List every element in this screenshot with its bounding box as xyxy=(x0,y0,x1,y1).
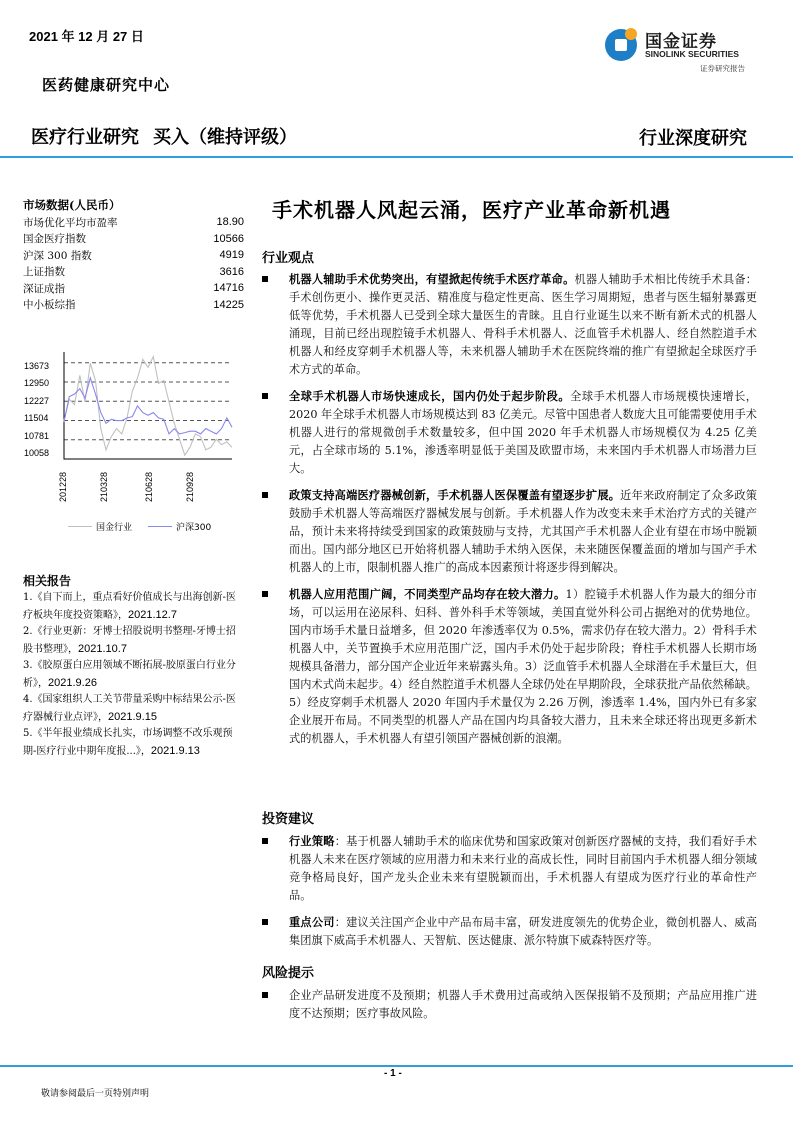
y-tick: 10058 xyxy=(24,448,50,458)
legend-line-icon xyxy=(148,526,172,528)
bullet-item: 政策支持高端医疗器械创新，手术机器人医保覆盖有望逐步扩展。近年来政府制定了众多政策鼓励手术机器人等高端医疗器械发展与创新。手术机器人作为改变未来手术治疗方式的关键产品，预计未来将持续受到国家的政策鼓励与支持，尤其国产手术机器人企业有望在市场中脱颖而出。国内部分地区已开始将机器人辅助手术纳入医保，未来随医保覆盖面的增加与国产手术机器人的上市，限制机器人推广的高成本因素预计将逐步得到解决。 xyxy=(262,486,757,577)
bullet-item: 全球手术机器人市场快速成长，国内仍处于起步阶段。全球手术机器人市场规模快速增长，2020 年全球手术机器人市场规模达到 83 亿美元。尽管中国患者人数庞大且可能需要使用手术机器人进行的常规微创手术数量较多，但中国 2020 年手术机器人市场规模仅为 4.25 亿美元，占全球市场的 5.1%，渗透率明显低于美国及欧盟市场，未来国内手术机器人市场潜力巨大。 xyxy=(262,387,757,478)
x-tick: 210928 xyxy=(185,471,195,502)
section-heading-views: 行业观点 xyxy=(262,251,315,266)
index-comparison-chart xyxy=(18,350,238,540)
page-number: - 1 - xyxy=(384,1068,402,1079)
report-type: 行业深度研究 xyxy=(639,128,747,149)
logo-dot-icon xyxy=(625,28,637,40)
y-tick: 11504 xyxy=(24,413,49,423)
x-tick: 201228 xyxy=(58,471,68,502)
market-data-title: 市场数据(人民币） xyxy=(23,198,121,212)
market-row: 国金医疗指数 10566 xyxy=(23,232,244,246)
x-tick: 210328 xyxy=(99,471,109,502)
market-row: 市场优化平均市盈率 18.90 xyxy=(23,216,244,229)
risk-bullets xyxy=(262,986,757,1031)
market-data-table xyxy=(23,214,244,313)
x-tick: 210628 xyxy=(144,471,154,502)
report-date: 2021 年 12 月 27 日 xyxy=(29,29,144,44)
logo-en: SINOLINK SECURITIES xyxy=(645,49,739,59)
market-row: 上证指数 3616 xyxy=(23,265,244,279)
chart-plot xyxy=(18,350,238,520)
footer-divider xyxy=(0,1065,793,1067)
legend-item-industry: 国金行业 xyxy=(68,520,132,533)
views-bullets xyxy=(262,270,757,756)
related-report-link[interactable]: 3.《胶原蛋白应用领域不断拓展-胶原蛋白行业分析》，2021.9.26 xyxy=(23,660,236,689)
related-reports-list xyxy=(23,590,245,760)
market-row: 沪深 300 指数 4919 xyxy=(23,249,244,262)
research-center: 医药健康研究中心 xyxy=(42,76,171,94)
disclaimer-note: 敬请参阅最后一页特别声明 xyxy=(41,1089,150,1099)
market-row: 中小板综指 14225 xyxy=(23,298,244,312)
industry-rating xyxy=(31,123,297,149)
rating-label: 买入（维持评级） xyxy=(153,127,297,148)
chart-legend xyxy=(68,520,211,533)
bullet-item: 行业策略：基于机器人辅助手术的临床优势和国家政策对创新医疗器械的支持，我们看好手术机器人未来在医疗领域的应用潜力和未来行业的高成长性，同时目前国内手术机器人细分领域竞争格局良好，国产龙头企业未来有望脱颖而出，手术机器人有望成为医疗行业的革命性产品。 xyxy=(262,832,757,905)
legend-line-icon xyxy=(68,526,92,528)
bullet-item: 机器人辅助手术优势突出，有望掀起传统手术医疗革命。机器人辅助手术相比传统手术具备：手术创伤更小、操作更灵活、精准度与稳定性更高、医生学习周期短，患者与医生辐射暴露更低等优势，手术机器人已受到全球大量医生的青睐。且自行业诞生以来不断有新术式的机器人涌现，目前已经出现腔镜手术机器人、骨科手术机器人、泛血管手术机器人、经自然腔道手术机器人和经皮穿刺手术机器人等，未来机器人辅助手术在医院终端的推广有望掀起全球医疗手术方式的革命。 xyxy=(262,270,757,379)
investment-bullets xyxy=(262,832,757,958)
header-divider xyxy=(0,156,793,158)
bullet-item: 企业产品研发进度不及预期；机器人手术费用过高或纳入医保报销不及预期；产品应用推广进度不达预期；医疗事故风险。 xyxy=(262,986,757,1023)
logo-cn: 国金证券 xyxy=(645,32,717,52)
y-tick: 10781 xyxy=(24,431,50,441)
y-tick: 13673 xyxy=(24,361,50,371)
y-tick: 12227 xyxy=(24,396,50,406)
report-title: 手术机器人风起云涌，医疗产业革命新机遇 xyxy=(272,198,671,222)
market-row: 深证成指 14716 xyxy=(23,282,244,295)
sinolink-logo xyxy=(605,25,765,75)
related-report-link[interactable]: 5.《半年报业绩成长扎实，市场调整不改乐观预期-医疗行业中期年度报...》，2021.9.13 xyxy=(23,728,233,757)
section-heading-investment: 投资建议 xyxy=(262,812,315,827)
bullet-item: 重点公司：建议关注国产企业中产品布局丰富，研发进度领先的优势企业，微创机器人、威高集团旗下威高手术机器人、天智航、医达健康、派尔特旗下威森特医疗等。 xyxy=(262,913,757,950)
related-report-link[interactable]: 1.《自下而上，重点看好价值成长与出海创新-医疗板块年度投资策略》，2021.12.7 xyxy=(23,592,236,621)
logo-subtitle: 证券研究报告 xyxy=(700,64,745,73)
y-tick: 12950 xyxy=(24,378,50,388)
related-reports-title: 相关报告 xyxy=(23,574,72,588)
related-report-link[interactable]: 4.《国家组织人工关节带量采购中标结果公示-医疗器械行业点评》，2021.9.15 xyxy=(23,694,236,723)
section-heading-risk: 风险提示 xyxy=(262,966,315,981)
industry-label: 医疗行业研究 xyxy=(31,127,139,148)
bullet-item: 机器人应用范围广阔，不同类型产品均存在较大潜力。1）腔镜手术机器人作为最大的细分市场，可以运用在泌尿科、妇科、普外科手术等领域，美国直觉外科公司占据绝对的优势地位。国内市场手术量日益增多，但 2020 年渗透率仅为 0.5%，需求仍存在较大潜力。2）骨科手术机器人中，关节置换手术应用范围广泛，国内手术仍处于起步阶段；脊柱手术机器人长期市场规模具备潜力，部分国产企业近年来崭露头角。3）泛血管手术机器人全球潜在手术量巨大，但国内术式尚未起步。4）经自然腔道手术机器人全球仍处在早期阶段，全球获批产品依然稀缺。5）经皮穿刺手术机器人 2020 年国内手术量仅为 2.26 万例，渗透率 1.4%，国内外已有多家企业展开布局。不同类型的机器人产品在国内均具备较大潜力，且未来全球还将出现更多新术式的机器人，手术机器人有望引领国产器械创新的浪潮。 xyxy=(262,585,757,748)
related-report-link[interactable]: 2.《行业更新：牙博士招股说明书整理-牙博士招股书整理》，2021.10.7 xyxy=(23,626,236,655)
legend-item-hs300: 沪深300 xyxy=(148,520,211,533)
